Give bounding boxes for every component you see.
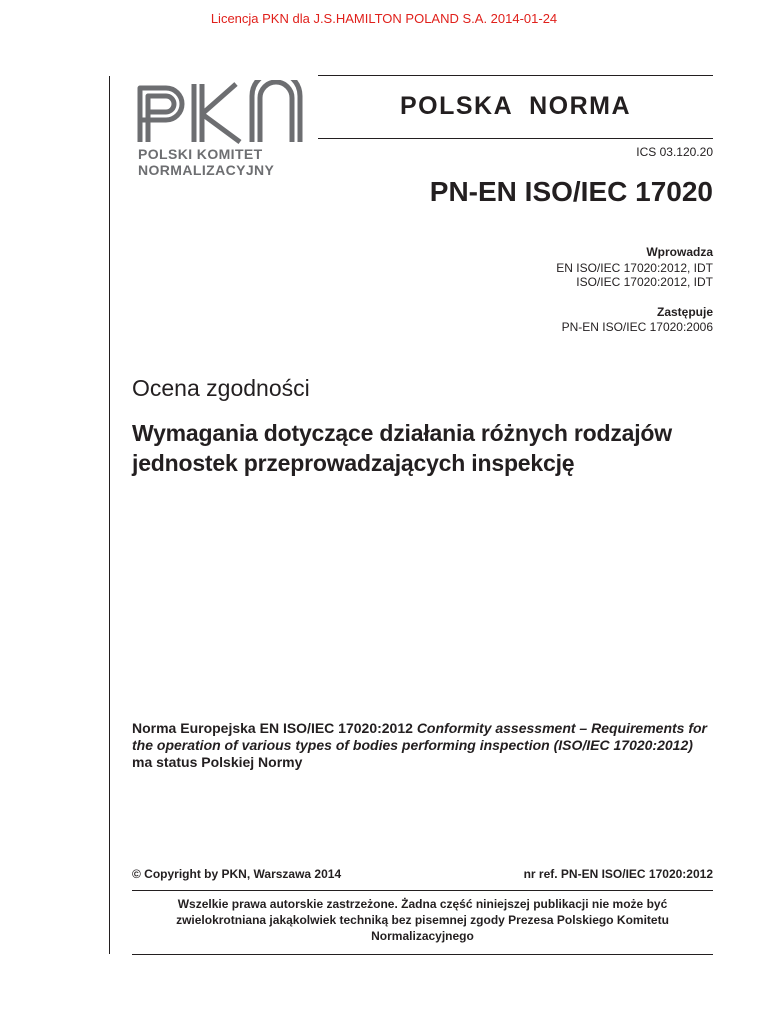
footer-bottom-rule: [132, 954, 713, 955]
introduces-item: EN ISO/IEC 17020:2012, IDT: [556, 261, 713, 275]
introduces-label: Wprowadza: [646, 245, 713, 259]
pkn-logo-letters-graphic: [136, 80, 304, 144]
logo-text-line1: POLSKI KOMITET: [138, 146, 263, 162]
left-margin-rule: [109, 76, 110, 954]
european-norm-english-title: Conformity assessment – Requirements for the operation of various types of bodies performing inspection (ISO/IEC 17020:2012): [132, 720, 708, 753]
document-type-title: POLSKA NORMA: [399, 92, 632, 120]
ics-code: ICS 03.120.20: [636, 145, 713, 159]
header-top-rule: [318, 75, 713, 76]
introduces-item: ISO/IEC 17020:2012, IDT: [576, 275, 713, 289]
european-norm-statement: [132, 720, 717, 771]
replaces-item: PN-EN ISO/IEC 17020:2006: [561, 320, 713, 334]
logo-text-line2: NORMALIZACYJNY: [138, 162, 275, 178]
european-norm-prefix: Norma Europejska EN ISO/IEC 17020:2012: [132, 720, 417, 736]
license-notice: Licencja PKN dla J.S.HAMILTON POLAND S.A. 2014-01-24: [210, 11, 558, 26]
reference-number: nr ref. PN-EN ISO/IEC 17020:2012: [523, 867, 713, 881]
subject-heading: Ocena zgodności: [132, 375, 310, 401]
standard-title-line: Wymagania dotyczące działania różnych rodzajów: [132, 420, 672, 446]
header-bottom-rule: [318, 138, 713, 139]
footer-top-rule: [132, 890, 713, 891]
standard-title-line: jednostek przeprowadzających inspekcję: [132, 450, 575, 476]
replaces-label: Zastępuje: [656, 305, 713, 319]
pkn-logo: [136, 80, 306, 180]
european-norm-suffix: ma status Polskiej Normy: [132, 737, 697, 770]
rights-reserved-notice: Wszelkie prawa autorskie zastrzeżone. Żadna część niniejszej publikacji nie może być zwielokrotniana jakąkolwiek techniką bez pisemnej zgody Prezesa Polskiego Komitetu Normalizacyjnego: [176, 897, 669, 943]
copyright-notice: © Copyright by PKN, Warszawa 2014: [132, 867, 342, 881]
standard-number: PN-EN ISO/IEC 17020: [429, 176, 713, 207]
